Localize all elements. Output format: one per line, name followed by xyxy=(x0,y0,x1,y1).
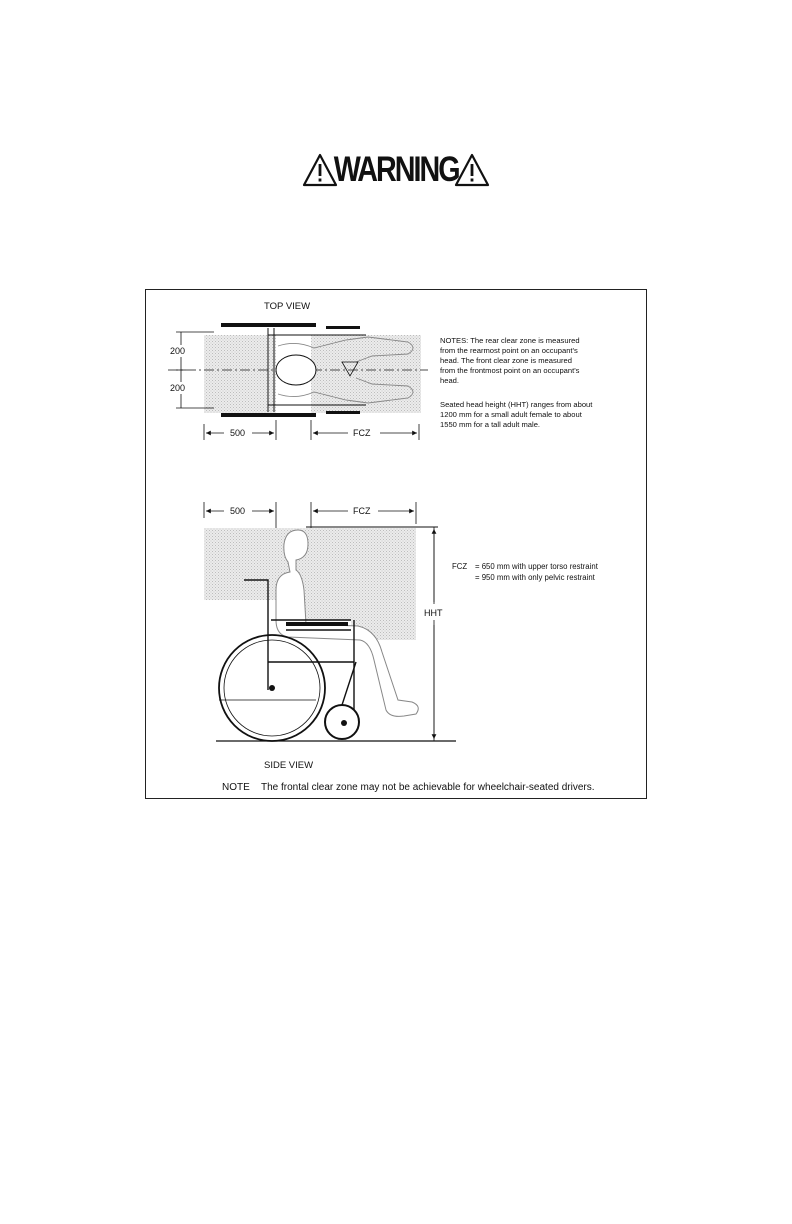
fcz-line-pelvic: = 950 mm with only pelvic restraint xyxy=(475,573,595,582)
warning-triangle-icon xyxy=(302,153,338,187)
warning-title: WARNING xyxy=(333,150,459,189)
warning-header xyxy=(0,150,792,190)
top-dim-rear: 500 xyxy=(230,428,246,438)
top-wheel-left xyxy=(221,323,316,327)
hht-note-line: Seated head height (HHT) ranges from about xyxy=(440,400,593,409)
side-view-title: SIDE VIEW xyxy=(264,760,314,771)
clear-zone-diagram xyxy=(146,290,646,798)
bottom-note-label: NOTE xyxy=(222,782,250,793)
note-line: head. xyxy=(440,376,460,385)
note-line: from the rearmost point on an occupant's xyxy=(440,346,578,355)
top-dim-upper: 200 xyxy=(170,346,186,356)
hht-note-line: 1200 mm for a small adult female to about xyxy=(440,410,582,419)
notes-block xyxy=(440,336,593,429)
note-line: from the frontmost point on an occupant's xyxy=(440,366,580,375)
side-dim-rear: 500 xyxy=(230,506,246,516)
side-dim-front: FCZ xyxy=(353,506,371,516)
note-line: head. The front clear zone is measured xyxy=(440,356,572,365)
top-caster-left xyxy=(326,326,360,329)
side-dim-height: HHT xyxy=(424,608,443,618)
top-wheel-right xyxy=(221,413,316,417)
top-occupant-head xyxy=(276,355,316,385)
fcz-label: FCZ xyxy=(452,562,468,571)
bottom-note-text: The frontal clear zone may not be achievable for wheelchair-seated drivers. xyxy=(261,782,595,793)
fcz-line-torso: = 650 mm with upper torso restraint xyxy=(475,562,598,571)
warning-triangle-icon xyxy=(454,153,490,187)
side-view-elevation xyxy=(204,527,456,741)
hht-note-line: 1550 mm for a tall adult male. xyxy=(440,420,541,429)
top-view-title: TOP VIEW xyxy=(264,301,311,312)
note-line: NOTES: The rear clear zone is measured xyxy=(440,336,580,345)
top-caster-right xyxy=(326,411,360,414)
top-front-clear-zone xyxy=(311,335,421,413)
clear-zone-figure xyxy=(145,289,647,799)
top-view-plan xyxy=(168,323,428,417)
top-rear-clear-zone xyxy=(204,335,276,413)
top-dim-lower: 200 xyxy=(170,383,186,393)
top-dim-front: FCZ xyxy=(353,428,371,438)
